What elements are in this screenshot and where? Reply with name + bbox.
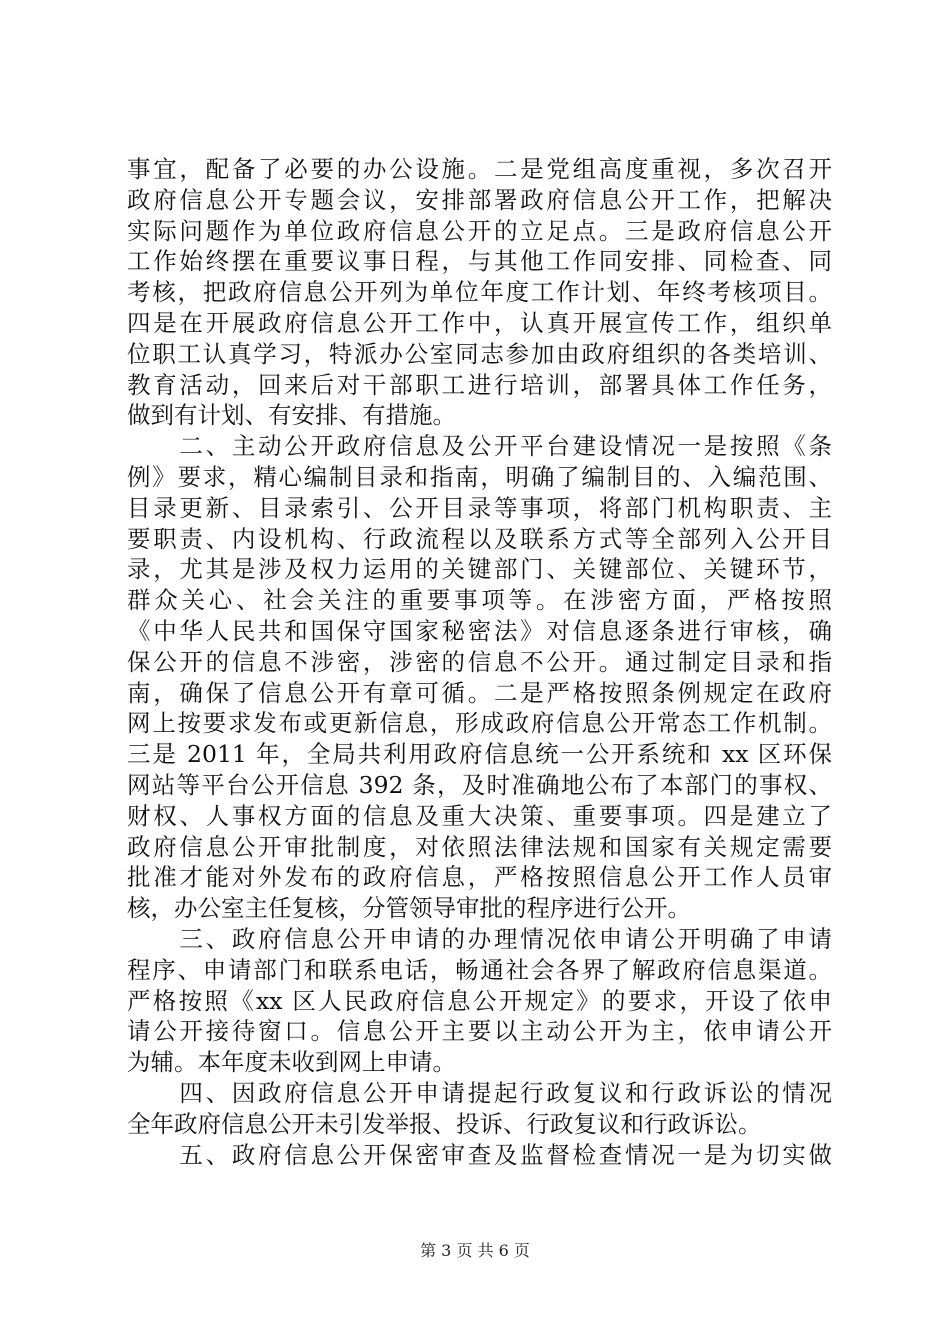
text-line: 政府信息公开审批制度，对依照法律法规和国家有关规定需要 — [127, 832, 832, 861]
text-line: 教育活动，回来后对干部职工进行培训，部署具体工作任务， — [127, 370, 832, 399]
text-line: 三、政府信息公开申请的办理情况依申请公开明确了申请 — [127, 924, 832, 953]
text-line: 政府信息公开专题会议，安排部署政府信息公开工作，把解决 — [127, 185, 832, 214]
text-line: 四是在开展政府信息公开工作中，认真开展宣传工作，组织单 — [127, 308, 832, 337]
text-line: 《中华人民共和国保守国家秘密法》对信息逐条进行审核，确 — [127, 616, 832, 645]
text-line: 南，确保了信息公开有章可循。二是严格按照条例规定在政府 — [127, 678, 832, 707]
text-line: 要职责、内设机构、行政流程以及联系方式等全部列入公开目 — [127, 524, 832, 553]
text-line: 三是 2011 年，全局共利用政府信息统一公开系统和 xx 区环保 — [127, 740, 832, 769]
text-line: 批准才能对外发布的政府信息，严格按照信息公开工作人员审 — [127, 863, 832, 892]
text-line: 全年政府信息公开未引发举报、投诉、行政复议和行政诉讼。 — [127, 1109, 762, 1138]
text-line: 五、政府信息公开保密审查及监督检查情况一是为切实做 — [127, 1140, 832, 1169]
text-line: 为辅。本年度未收到网上申请。 — [127, 1048, 456, 1077]
text-line: 四、因政府信息公开申请提起行政复议和行政诉讼的情况 — [127, 1078, 832, 1107]
text-line: 网上按要求发布或更新信息，形成政府信息公开常态工作机制。 — [127, 709, 832, 738]
text-line: 位职工认真学习，特派办公室同志参加由政府组织的各类培训、 — [127, 339, 832, 368]
text-line: 严格按照《xx 区人民政府信息公开规定》的要求，开设了依申 — [127, 986, 832, 1015]
text-line: 请公开接待窗口。信息公开主要以主动公开为主，依申请公开 — [127, 1017, 832, 1046]
text-line: 录，尤其是涉及权力运用的关键部门、关键部位、关键环节， — [127, 555, 832, 584]
text-line: 群众关心、社会关注的重要事项等。在涉密方面，严格按照 — [127, 586, 832, 615]
text-line: 保公开的信息不涉密，涉密的信息不公开。通过制定目录和指 — [127, 647, 832, 676]
text-line: 工作始终摆在重要议事日程，与其他工作同安排、同检查、同 — [127, 247, 832, 276]
text-line: 考核，把政府信息公开列为单位年度工作计划、年终考核项目。 — [127, 278, 832, 307]
text-line: 实际问题作为单位政府信息公开的立足点。三是政府信息公开 — [127, 216, 832, 245]
text-line: 核，办公室主任复核，分管领导审批的程序进行公开。 — [127, 894, 691, 923]
page-footer: 第 3 页 共 6 页 — [420, 1241, 530, 1260]
text-line: 网站等平台公开信息 392 条，及时准确地公布了本部门的事权、 — [127, 770, 832, 799]
text-line: 财权、人事权方面的信息及重大决策、重要事项。四是建立了 — [127, 801, 832, 830]
text-line: 二、主动公开政府信息及公开平台建设情况一是按照《条 — [127, 432, 832, 461]
document-body — [127, 154, 832, 1170]
text-line: 做到有计划、有安排、有措施。 — [127, 401, 456, 430]
text-line: 程序、申请部门和联系电话，畅通社会各界了解政府信息渠道。 — [127, 955, 832, 984]
text-line: 事宜，配备了必要的办公设施。二是党组高度重视，多次召开 — [127, 155, 832, 183]
text-line: 例》要求，精心编制目录和指南，明确了编制目的、入编范围、 — [127, 462, 832, 491]
text-line: 目录更新、目录索引、公开目录等事项，将部门机构职责、主 — [127, 493, 832, 522]
